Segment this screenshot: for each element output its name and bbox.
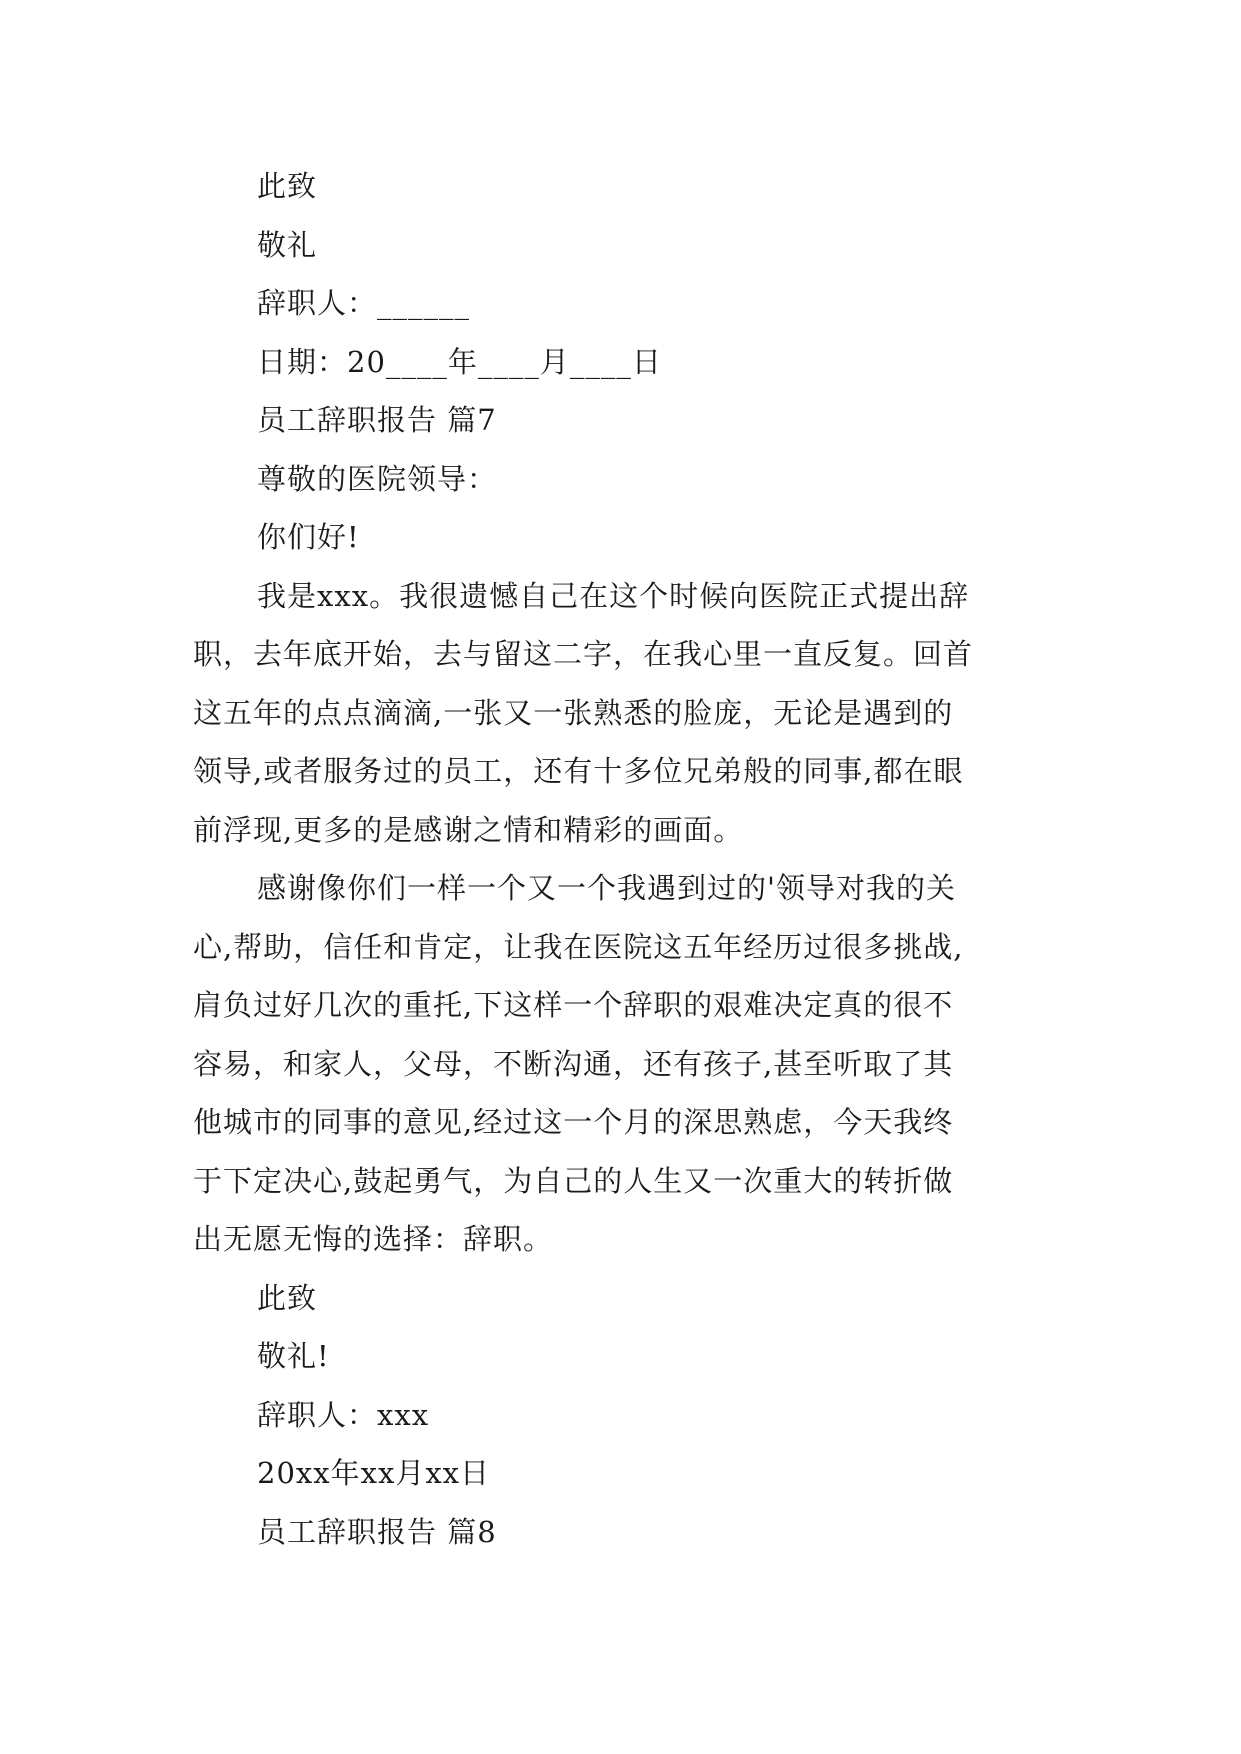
- section-title: 员工辞职报告 篇8: [257, 1514, 497, 1549]
- paragraph-line: 肩负过好几次的重托,下这样一个辞职的艰难决定真的很不: [193, 988, 954, 1022]
- paragraph-line: 容易，和家人，父母，不断沟通，还有孩子,甚至听取了其: [193, 1046, 954, 1081]
- paragraph-line: 出无愿无悔的选择：辞职。: [193, 1222, 554, 1256]
- closing-salutation: 此致: [257, 169, 318, 203]
- date-line: 日期：20____年____月____日: [257, 344, 662, 379]
- section-title: 员工辞职报告 篇7: [257, 403, 497, 437]
- greeting-addressee: 尊敬的医院领导：: [257, 461, 498, 496]
- signatory-line: 辞职人：______: [257, 286, 471, 320]
- date-line: 20xx年xx月xx日: [257, 1456, 491, 1490]
- greeting: 你们好!: [257, 520, 360, 554]
- body-paragraph: [193, 567, 1053, 860]
- closing-regards: 敬礼: [257, 227, 318, 262]
- paragraph-line: 领导,或者服务过的员工，还有十多位兄弟般的同事,都在眼: [193, 754, 964, 788]
- paragraph-line: 心,帮助，信任和肯定，让我在医院这五年经历过很多挑战,: [193, 929, 964, 964]
- paragraph-line: 他城市的同事的意见,经过这一个月的深思熟虑，今天我终: [193, 1105, 954, 1139]
- signatory-line: 辞职人：xxx: [257, 1397, 430, 1432]
- paragraph-line: 我是xxx。我很遗憾自己在这个时候向医院正式提出辞: [257, 578, 970, 613]
- paragraph-line: 前浮现,更多的是感谢之情和精彩的画面。: [193, 812, 744, 847]
- paragraph-line: 于下定决心,鼓起勇气，为自己的人生又一次重大的转折做: [193, 1163, 954, 1198]
- body-paragraph: [193, 859, 1053, 1269]
- paragraph-line: 感谢像你们一样一个又一个我遇到过的'领导对我的关: [257, 871, 956, 905]
- closing-regards: 敬礼!: [257, 1339, 330, 1373]
- closing-salutation: 此致: [257, 1280, 318, 1315]
- document-body: [193, 157, 1053, 1561]
- paragraph-line: 这五年的点点滴滴,一张又一张熟悉的脸庞，无论是遇到的: [193, 695, 954, 730]
- paragraph-line: 职，去年底开始，去与留这二字，在我心里一直反复。回首: [193, 637, 974, 671]
